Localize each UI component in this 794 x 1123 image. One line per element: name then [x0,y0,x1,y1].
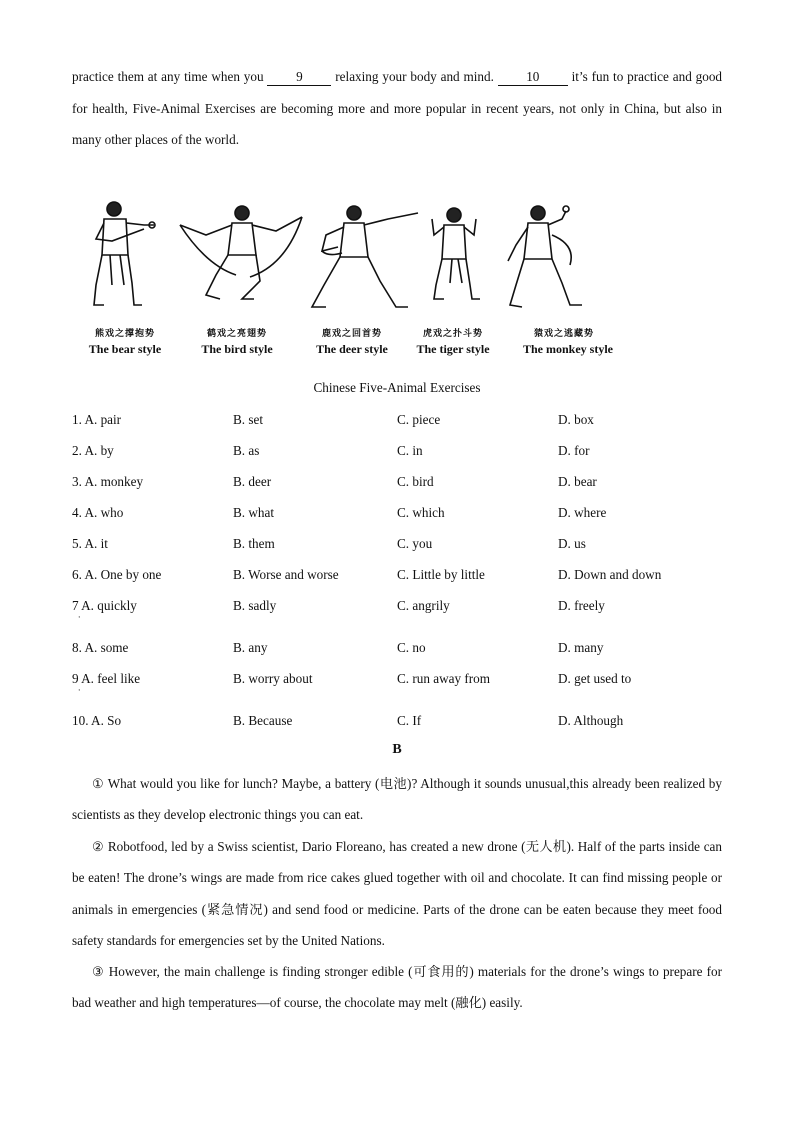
option-a: 7 A. quickly [72,598,137,613]
option-b: B. set [233,412,264,427]
section-heading: B [392,742,402,757]
blank-9: 9 [267,69,331,86]
tiger-style-illustration [424,195,484,315]
option-b: B. deer [233,474,272,489]
tiger-caption-en: The tiger style [416,342,490,356]
intro-paragraph [72,61,722,156]
bear-style-illustration [82,195,162,315]
option-a: 5. A. it [72,536,108,551]
passage-paragraph-3: ③ However, the main challenge is finding stronger edible (可食用的) materials for the drone’s wings to prepare for bad weather and high temperatures—of course, the chocolate may melt (融化) easily. [72,964,722,1011]
option-b: B. Because [233,713,293,728]
option-c: C. angrily [397,598,450,613]
question-row [72,713,752,733]
monkey-style-illustration [500,195,590,315]
monkey-caption-en: The monkey style [523,342,613,356]
option-d: D. freely [558,598,605,613]
stray-dot: · [78,685,81,695]
question-row [72,598,752,622]
option-c: C. no [397,640,426,655]
option-b: B. them [233,536,275,551]
option-c: C. piece [397,412,441,427]
stray-dot: · [78,612,81,622]
option-d: D. get used to [558,671,632,686]
intro-text-2: relaxing your body and mind. [331,69,498,84]
intro-text-3: it’s fun to practice and good for health, Five-Animal Exercises are becoming more and more popular in recent years, not only in China, but also in many other places of the world. [72,69,723,147]
option-c: C. bird [397,474,434,489]
option-b: B. sadly [233,598,277,613]
option-d: D. Although [558,713,624,728]
option-d: D. many [558,640,604,655]
option-d: D. for [558,443,590,458]
question-row [72,412,752,432]
option-a: 1. A. pair [72,412,122,427]
deer-style-illustration [308,195,423,315]
figure-caption: Chinese Five-Animal Exercises [313,380,481,395]
option-c: C. which [397,505,445,520]
option-c: C. you [397,536,433,551]
option-b: B. Worse and worse [233,567,339,582]
question-row [72,474,752,494]
option-a: 3. A. monkey [72,474,144,489]
question-row [72,536,752,556]
bird-caption-cn: 鹤戏之亮翅势 [206,329,267,339]
deer-caption-en: The deer style [316,342,388,356]
deer-caption-cn: 鹿戏之回首势 [321,329,382,339]
monkey-caption-cn: 猿戏之逃藏势 [533,329,594,339]
question-row [72,567,752,587]
question-row [72,505,752,525]
option-a: 4. A. who [72,505,124,520]
option-c: C. run away from [397,671,491,686]
option-a: 2. A. by [72,443,114,458]
option-d: D. where [558,505,607,520]
option-c: C. Little by little [397,567,485,582]
bird-caption-en: The bird style [201,342,273,356]
option-c: C. in [397,443,423,458]
question-row [72,671,752,695]
option-b: B. what [233,505,275,520]
tiger-caption-cn: 虎戏之扑斗势 [422,329,483,339]
option-a: 9 A. feel like [72,671,141,686]
passage-paragraph-1: ① What would you like for lunch? Maybe, a battery (电池)? Although it sounds unusual,this already been realized by scientists as they develop electronic things you can eat. [72,776,722,823]
option-d: D. bear [558,474,597,489]
option-b: B. any [233,640,268,655]
question-row [72,443,752,463]
option-a: 6. A. One by one [72,567,162,582]
intro-text-1: practice them at any time when you [72,69,268,84]
bird-style-illustration [176,195,306,315]
option-b: B. worry about [233,671,313,686]
option-c: C. If [397,713,422,728]
blank-10: 10 [498,69,568,86]
option-d: D. us [558,536,586,551]
option-a: 10. A. So [72,713,122,728]
option-a: 8. A. some [72,640,129,655]
bear-caption-en: The bear style [88,342,162,356]
passage-paragraph-2: ② Robotfood, led by a Swiss scientist, Dario Floreano, has created a new drone (无人机). Half of the parts inside can be eaten! The drone’s wings are made from rice cakes glued together with oil and chocolate. It can find missing people or animals in emergencies (紧急情况) and send food or medicine. Parts of the drone can be eaten because they meet food safety standards for emergencies set by the United Nations. [72,839,722,948]
option-d: D. Down and down [558,567,662,582]
bear-caption-cn: 熊戏之撑抱势 [94,329,155,339]
option-d: D. box [558,412,594,427]
question-row [72,640,752,660]
option-b: B. as [233,443,260,458]
